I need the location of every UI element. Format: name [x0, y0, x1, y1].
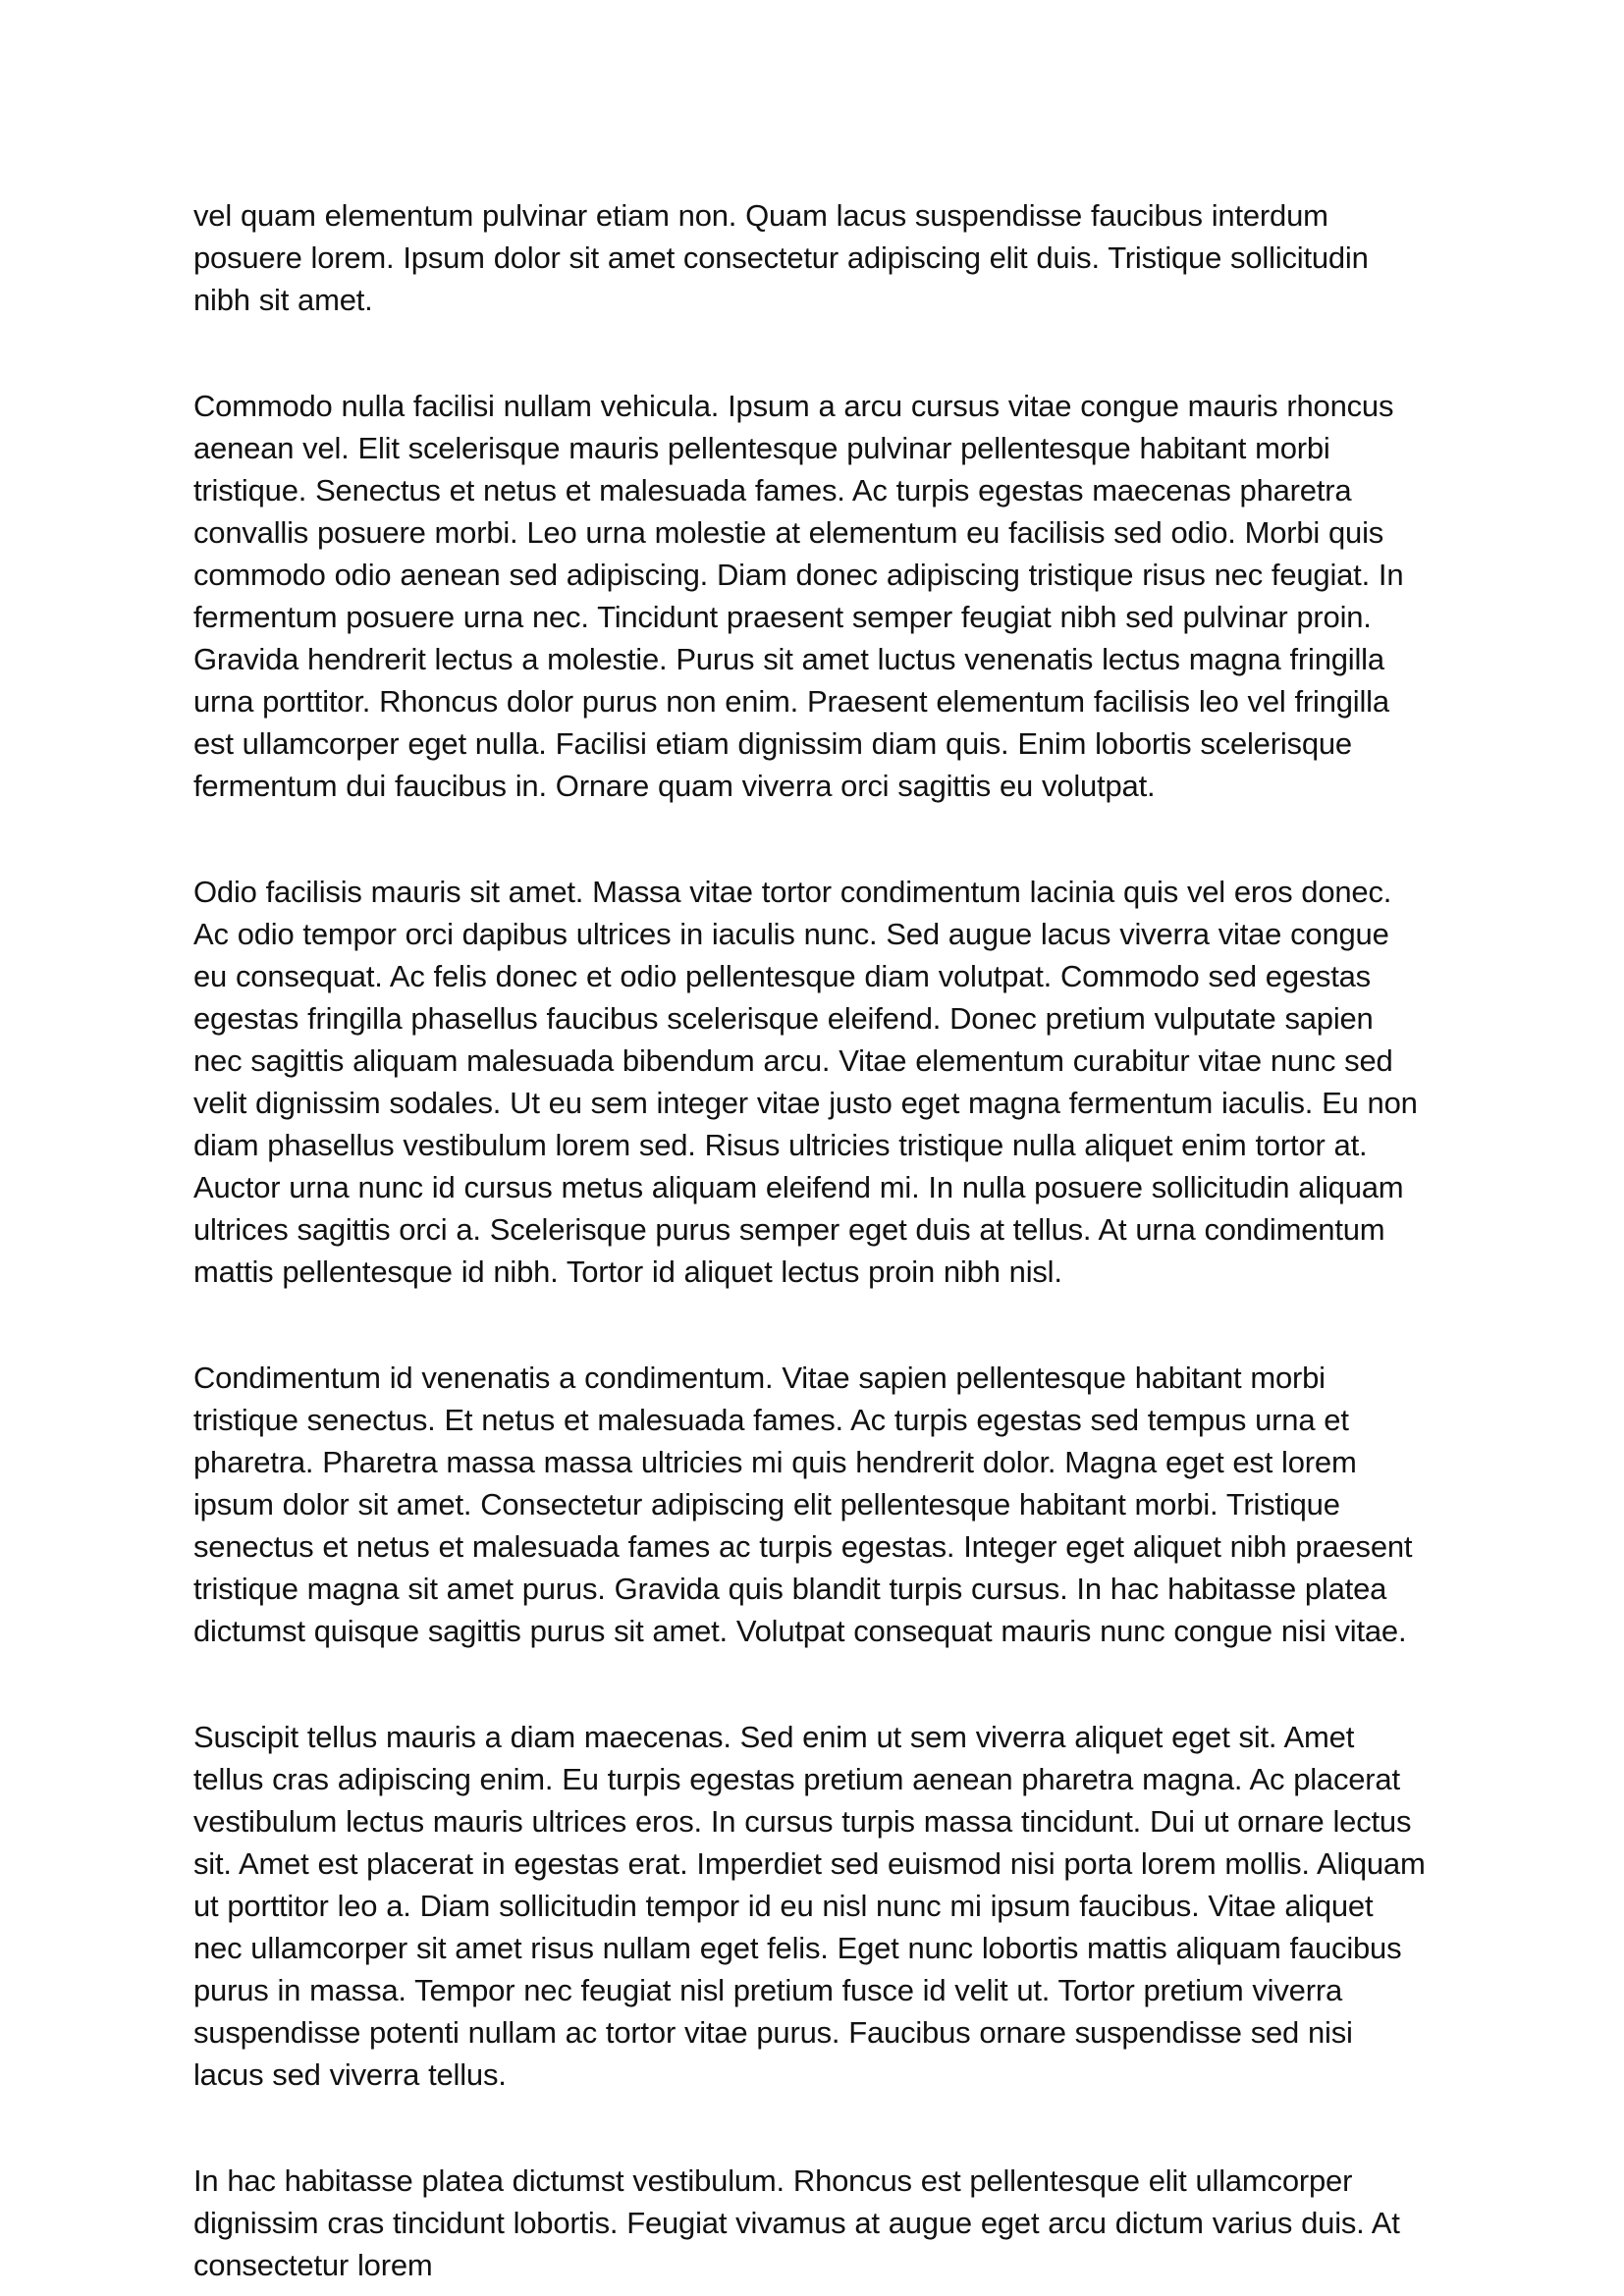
paragraph-5: Suscipit tellus mauris a diam maecenas. Sed enim ut sem viverra aliquet eget sit. Amet tellus cras adipiscing enim. Eu turpis egestas pretium aenean pharetra magna. Ac placerat vestibulum lectus mauris ultrices eros. In cursus turpis massa tincidunt. Dui ut ornare lectus sit. Amet est placerat in egestas erat. Imperdiet sed euismod nisi porta lorem mollis. Aliquam ut porttitor leo a. Diam sollicitudin tempor id eu nisl nunc mi ipsum faucibus. Vitae aliquet nec ullamcorper sit amet risus nullam eget felis. Eget nunc lobortis mattis aliquam faucibus purus in massa. Tempor nec feugiat nisl pretium fusce id velit ut. Tortor pretium viverra suspendisse potenti nullam ac tortor vitae purus. Faucibus ornare suspendisse sed nisi lacus sed viverra tellus. — [193, 1720, 1426, 2092]
paragraph-4: Condimentum id venenatis a condimentum. Vitae sapien pellentesque habitant morbi tristique senectus. Et netus et malesuada fames. Ac turpis egestas sed tempus urna et pharetra. Pharetra massa massa ultricies mi quis hendrerit dolor. Magna eget est lorem ipsum dolor sit amet. Consectetur adipiscing elit pellentesque habitant morbi. Tristique senectus et netus et malesuada fames ac turpis egestas. Integer eget aliquet nibh praesent tristique magna sit amet purus. Gravida quis blandit turpis cursus. In hac habitasse platea dictumst quisque sagittis purus sit amet. Volutpat consequat mauris nunc congue nisi vitae. — [193, 1361, 1413, 1648]
paragraph-1: vel quam elementum pulvinar etiam non. Quam lacus suspendisse faucibus interdum posuere lorem. Ipsum dolor sit amet consectetur adipiscing elit duis. Tristique sollicitudin nibh sit amet. — [193, 198, 1369, 317]
paragraph-6: In hac habitasse platea dictumst vestibulum. Rhoncus est pellentesque elit ullamcorper dignissim cras tincidunt lobortis. Feugiat vivamus at augue eget arcu dictum varius duis. At consectetur lorem — [193, 2163, 1400, 2282]
paragraph-3: Odio facilisis mauris sit amet. Massa vitae tortor condimentum lacinia quis vel eros donec. Ac odio tempor orci dapibus ultrices in iaculis nunc. Sed augue lacus viverra vitae congue eu consequat. Ac felis donec et odio pellentesque diam volutpat. Commodo sed egestas egestas fringilla phasellus faucibus scelerisque eleifend. Donec pretium vulputate sapien nec sagittis aliquam malesuada bibendum arcu. Vitae elementum curabitur vitae nunc sed velit dignissim sodales. Ut eu sem integer vitae justo eget magna fermentum iaculis. Eu non diam phasellus vestibulum lorem sed. Risus ultricies tristique nulla aliquet enim tortor at. Auctor urna nunc id cursus metus aliquam eleifend mi. In nulla posuere sollicitudin aliquam ultrices sagittis orci a. Scelerisque purus semper eget duis at tellus. At urna condimentum mattis pellentesque id nibh. Tortor id aliquet lectus proin nibh nisl. — [193, 875, 1418, 1289]
paragraph-2: Commodo nulla facilisi nullam vehicula. Ipsum a arcu cursus vitae congue mauris rhoncus aenean vel. Elit scelerisque mauris pellentesque pulvinar pellentesque habitant morbi tristique. Senectus et netus et malesuada fames. Ac turpis egestas maecenas pharetra convallis posuere morbi. Leo urna molestie at elementum eu facilisis sed odio. Morbi quis commodo odio aenean sed adipiscing. Diam donec adipiscing tristique risus nec feugiat. In fermentum posuere urna nec. Tincidunt praesent semper feugiat nibh sed pulvinar proin. Gravida hendrerit lectus a molestie. Purus sit amet luctus venenatis lectus magna fringilla urna porttitor. Rhoncus dolor purus non enim. Praesent elementum facilisis leo vel fringilla est ullamcorper eget nulla. Facilisi etiam dignissim diam quis. Enim lobortis scelerisque fermentum dui faucibus in. Ornare quam viverra orci sagittis eu volutpat. — [193, 389, 1404, 803]
